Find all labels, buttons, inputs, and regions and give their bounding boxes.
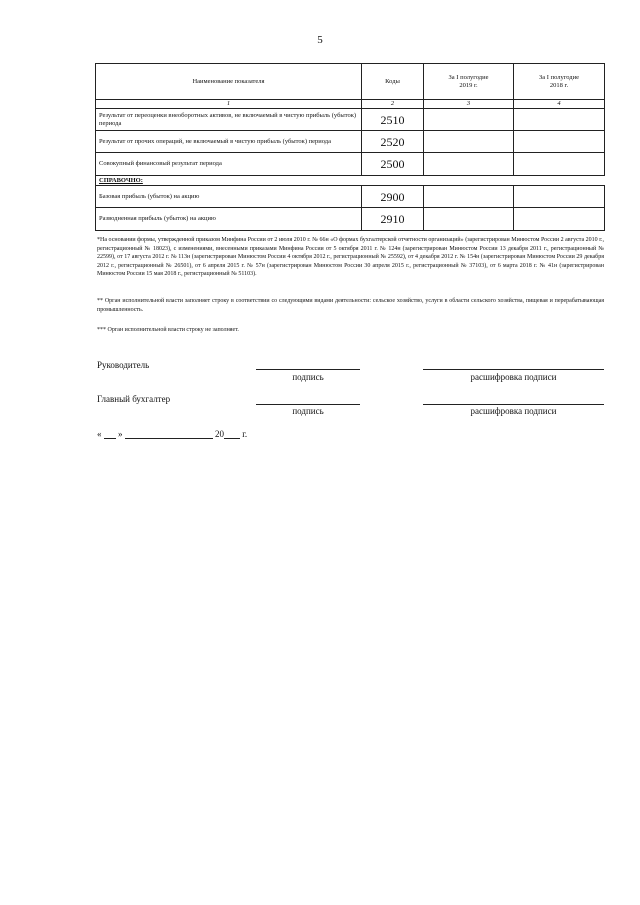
head-signature-line — [256, 369, 360, 370]
table-header-row — [96, 64, 605, 100]
row-code: 2510 — [362, 109, 424, 131]
head-signature-caption: подпись — [292, 372, 324, 382]
row-name: Совокупный финансовый результат периода — [96, 153, 362, 176]
row-value-2019 — [424, 208, 514, 231]
row-code: 2500 — [362, 153, 424, 176]
row-code: 2520 — [362, 131, 424, 153]
reference-heading-row — [96, 176, 605, 186]
row-value-2019 — [424, 186, 514, 208]
row-value-2018 — [514, 131, 605, 153]
financial-results-table — [95, 63, 605, 231]
row-value-2018 — [514, 208, 605, 231]
row-name: Разводненная прибыль (убыток) на акцию — [96, 208, 362, 231]
head-label: Руководитель — [97, 360, 150, 370]
accountant-signature-line — [256, 404, 360, 405]
column-number: 1 — [96, 100, 362, 109]
header-period-2018: За I полугодие 2018 г. — [514, 64, 605, 100]
row-value-2019 — [424, 131, 514, 153]
footnote-1: *На основании формы, утвержденной приказом Минфина России от 2 июля 2010 г. № 66н «О формах бухгалтерской отчетности организаций» (зарегистрирован Минюстом России 2 августа 2010 г., регистрационный № 18023), с изменениями, внесенными приказами Минфина России от 5 октября 2011 г. № 124н (зарегистрирован Минюстом России 13 декабря 2011 г., регистрационный № 22599), от 17 августа 2012 г. № 113н (зарегистрирован Минюстом России 4 октября 2012 г., регистрационный № 25592), от 4 декабря 2012 г. № 154н (зарегистрирован Минюстом России 29 декабря 2012 г., регистрационный № 26501), от 6 апреля 2015 г. № 57н (зарегистрирован Минюстом России 30 апреля 2015 г., регистрационный № 37103), от 6 марта 2018 г. № 41н (зарегистрирован Минюстом России 15 мая 2018 г., регистрационный № 51103). — [97, 237, 604, 278]
row-name: Результат от переоценки внеоборотных активов, не включаемый в чистую прибыль (убыток) периода — [96, 109, 362, 131]
footnote-3: *** Орган исполнительной власти строку не заполняет. — [97, 327, 239, 333]
column-number: 4 — [514, 100, 605, 109]
date-open-quote: « — [97, 429, 102, 439]
header-name: Наименование показателя — [96, 64, 362, 100]
row-name: Результат от прочих операций, не включаемый в чистую прибыль (убыток) периода — [96, 131, 362, 153]
accountant-signature-caption: подпись — [292, 406, 324, 416]
table-row — [96, 186, 605, 208]
date-year-suffix: г. — [242, 429, 248, 439]
column-number-row — [96, 100, 605, 109]
footnote-2: ** Орган исполнительной власти заполняет строку в соответствии со следующими видами деятельности: сельское хозяйство, услуги в области сельского хозяйства, пищевая и перерабатывающая промышленность. — [97, 298, 604, 313]
column-number: 3 — [424, 100, 514, 109]
reference-heading: СПРАВОЧНО: — [96, 176, 605, 186]
date-close-quote: » — [118, 429, 123, 439]
row-value-2019 — [424, 109, 514, 131]
table-row — [96, 131, 605, 153]
column-number: 2 — [362, 100, 424, 109]
row-value-2018 — [514, 153, 605, 176]
head-decoding-caption: расшифровка подписи — [470, 372, 557, 382]
row-value-2018 — [514, 186, 605, 208]
table-row — [96, 109, 605, 131]
header-code: Коды — [362, 64, 424, 100]
row-code: 2900 — [362, 186, 424, 208]
row-code: 2910 — [362, 208, 424, 231]
page-number: 5 — [317, 34, 323, 46]
row-value-2018 — [514, 109, 605, 131]
head-decoding-line — [423, 369, 604, 370]
date-month-blank — [125, 429, 213, 439]
accountant-decoding-line — [423, 404, 604, 405]
header-period-2019: За I полугодие 2019 г. — [424, 64, 514, 100]
table-row — [96, 208, 605, 231]
accountant-decoding-caption: расшифровка подписи — [470, 406, 557, 416]
table-row — [96, 153, 605, 176]
date-year-prefix: 20 — [215, 429, 224, 439]
row-name: Базовая прибыль (убыток) на акцию — [96, 186, 362, 208]
date-field — [97, 429, 247, 439]
row-value-2019 — [424, 153, 514, 176]
date-day-blank — [104, 429, 116, 439]
chief-accountant-label: Главный бухгалтер — [97, 394, 171, 404]
date-year-blank — [224, 429, 240, 439]
